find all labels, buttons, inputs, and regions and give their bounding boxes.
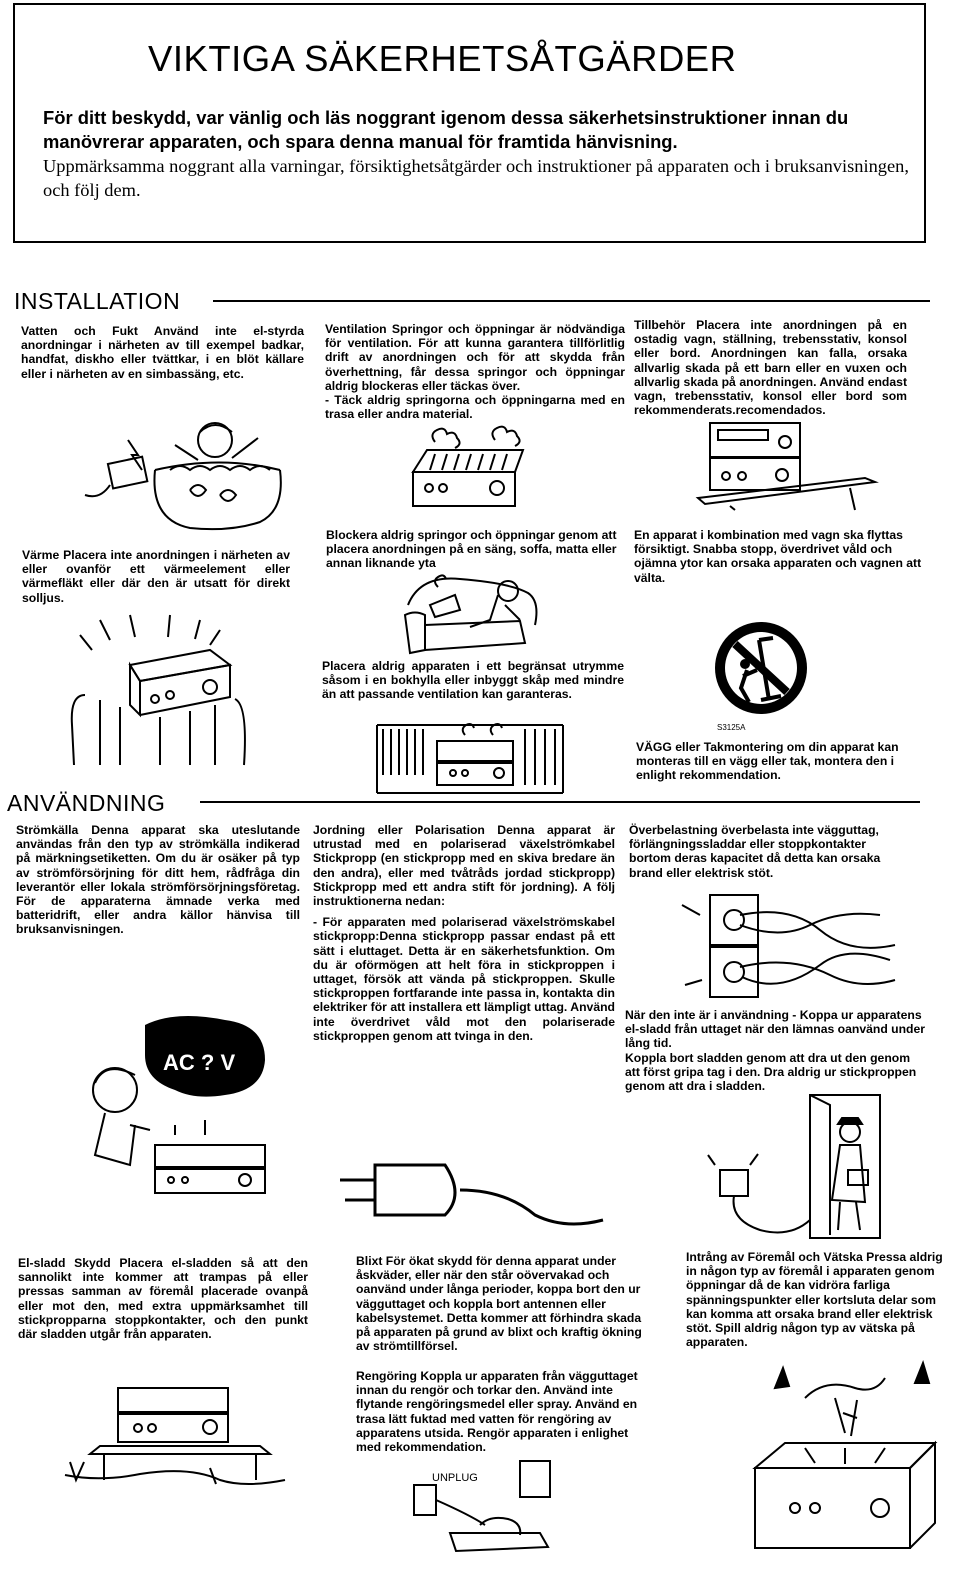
intro-warning-paragraph: Uppmärksamma noggrant alla varningar, försiktighetsåtgärder och instruktioner på apparaten och i bruksanvisningen, och följ dem. <box>43 156 909 200</box>
sofa-person-illustration <box>400 565 550 660</box>
unplug-door-illustration <box>700 1090 895 1240</box>
intro-paragraph: För ditt beskydd, var vänlig och läs noggrant igenom dessa säkerhetsinstruktioner innan du manövrerar apparaten, och spara denna manual för framtida hänvisning. <box>43 107 849 152</box>
page-title: VIKTIGA SÄKERHETSÅTGÄRDER <box>148 38 737 79</box>
object-liquid-text: Intrång av Föremål och Vätska Pressa aldrig in någon typ av föremål i apparaten genom öppningar då de kan vidröra farliga spänningspunkter eller kortsluta delar som kan komma att orsaka brand eller elektrisk stöt. Spill aldrig någon typ av vätska på apparaten. <box>686 1250 943 1350</box>
ventilation-amplifier-illustration <box>405 432 535 514</box>
cleaning-unplug-illustration <box>410 1455 560 1565</box>
accessories-text: Tillbehör Placera inte anordningen på en ostadig vagn, ställning, trebensstativ, konsol eller bord. Anordningen kan falla, orsaka allvarlig skada på ett barn eller en vuxen och allvarlig skada på anordningen. Använd endast vagn, trebensstativ, konsol eller bord som rekommenderats.recomendados. <box>634 318 907 418</box>
ventilation-text <box>325 322 625 421</box>
cleaning-text: Rengöring Koppla ur apparaten från vägguttaget innan du rengör och torkar den. Använd inte flytande rengöringsmedel eller spray. Använd en trasa lätt fuktad med vatten för rengöring av apparatens utsida. Rengör apparaten i enlighet med rekommendation. <box>356 1369 638 1455</box>
cord-protection-illustration <box>60 1380 290 1490</box>
grounding-text <box>313 823 615 1043</box>
installation-heading: INSTALLATION <box>14 288 181 314</box>
bathtub-illustration <box>80 410 310 535</box>
ventilation-text-main: Ventilation Springor och öppningar är nödvändiga för ventilation. För att kunna garantera tillförlitlig drift av anordningen och för att skydda från överhettning, får dessa springor och öppningar aldrig blockeras eller täckas över. <box>325 322 625 393</box>
block-openings-text: Blockera aldrig springor och öppningar genom att placera anordningen på en säng, soffa, matta eller annan liknande yta <box>326 528 617 571</box>
heater-illustration <box>60 615 250 765</box>
not-in-use-text-main: När den inte är i användning - Koppa ur apparatens el-sladd från uttaget när den lämnas oanvänd under lång tid. <box>625 1008 926 1051</box>
grounding-text-polarized: - För apparaten med polariserad växelströmskabel stickpropp:Denna stickpropp passar endast på ett sätt i eluttaget. Detta är en säkerhetsfunktion. Om du är oförmögen att helt föra in stickproppen i uttaget, försök att vända på stickproppen. Skulle stickproppen fortfarande inte passa in, kontakta din elektriker för att installera ett lämpligt uttag. Använd inte överdrivet våld mot den polariserade stickproppen genom att tvinga in den. <box>313 915 615 1043</box>
not-in-use-text <box>625 1008 925 1093</box>
cart-text: En apparat i kombination med vagn ska flyttas försiktigt. Snabba stopp, överdrivet våld och ojämna ytor kan orsaka apparaten och vagnen att välta. <box>634 528 922 585</box>
unstable-table-illustration <box>690 420 885 510</box>
confined-space-text: Placera aldrig apparaten i ett begränsat utrymme såsom i en bokhylla eller inbyggt skåp med mindre än att passande ventilation kan garanteras. <box>322 659 624 702</box>
power-source-illustration <box>75 1005 305 1215</box>
heat-text: Värme Placera inte anordningen i närheten av eller ovanför ett värmeelement eller värmefläkt eller där den är utsatt för direkt solljus. <box>22 548 290 605</box>
grounding-text-main: Jordning eller Polarisation Denna apparat är utrustad med en polariserad växelströmkabel Stickpropp (en stickpropp med en skiva bredare än den andra), eller med tvåtråds jordad stickpropp) Stickpropp med ett andra stift för jordning). A följ instruktionerna nedan: <box>313 823 615 909</box>
cart-code-label: S3125A <box>717 723 746 732</box>
lightning-text: Blixt För ökat skydd för denna apparat under åskväder, eller när den står oövervakad och oanvänd under långa perioder, koppa bort den ur vägguttaget och koppla bort antennen eller kabelsystemet. Detta kommer att förhindra skada på apparaten på grund av blixt och kraftig ökning av strömtillförsel. <box>356 1254 642 1354</box>
bookshelf-illustration <box>375 715 565 795</box>
wall-mount-text: VÄGG eller Takmontering om din apparat kan monteras till en vägg eller tak, montera den i enlight rekommendation. <box>636 740 899 783</box>
unplug-label: UNPLUG <box>432 1472 478 1484</box>
not-in-use-text-pull: Koppla bort sladden genom att dra ut den genom att först gripa tag i den. Dra aldrig ur stickproppen genom att dra i sladden. <box>625 1050 917 1094</box>
overload-text: Överbelastning överbelasta inte vägguttag, förlängningssladdar eller stoppkontakter bortom deras kapacitet då detta kan orsaka brand eller elektrisk stöt. <box>629 823 881 880</box>
liquid-spill-illustration <box>745 1358 945 1558</box>
usage-rule <box>200 801 920 803</box>
power-source-text: Strömkälla Denna apparat ska uteslutande användas från den typ av strömkälla indikerad på märkningsetiketten. Om du är osäker på typ av strömförsörjning för ditt hem, rådfråga din leverantör eller lokala strömförsörjningsföretag. För de apparaterna ämnade verka med batteridrift, eller andra källor hänvisa till bruksanvisningen. <box>16 823 300 937</box>
ac-voltage-bubble-text: AC ? V <box>163 1050 236 1075</box>
ventilation-text-cover: - Täck aldrig springorna och öppningarna med en trasa eller andra material. <box>325 393 625 422</box>
polarized-plug-illustration <box>335 1120 605 1230</box>
overloaded-outlet-illustration <box>680 885 900 1000</box>
cart-warning-icon <box>711 620 813 732</box>
usage-heading: ANVÄNDNING <box>7 790 166 816</box>
cord-protection-text: El-sladd Skydd Placera el-sladden så att den sannolikt inte kommer att trampas på eller pressas samman av föremål placerade ovanpå eller mot den, med extra uppmärksamhet till stickpropparna stoppkontakter, och den punkt där sladden utgår från apparaten. <box>18 1256 308 1342</box>
water-moisture-text: Vatten och Fukt Använd inte el-styrda anordningar i närheten av till exempel badkar, handfat, diskho eller tvättkar, i en blöt källare eller i närheten av en simbassäng, etc. <box>21 324 304 381</box>
installation-rule <box>213 300 930 302</box>
